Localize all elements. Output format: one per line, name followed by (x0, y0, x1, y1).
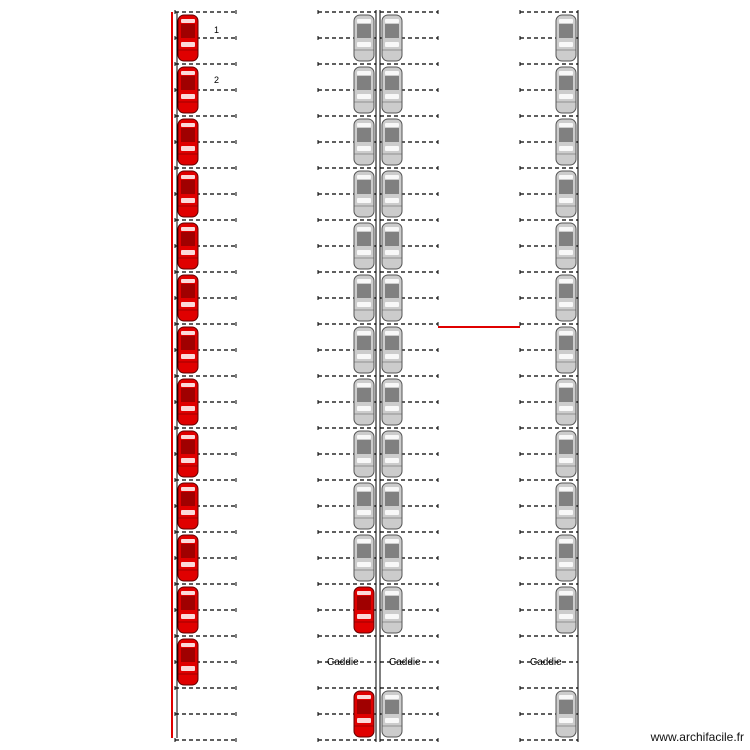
car-windshield (181, 19, 195, 23)
car-rear-window (181, 354, 195, 359)
car-column-c (382, 379, 402, 425)
car-rear-window (181, 666, 195, 671)
car-windshield (559, 331, 573, 335)
car-windshield (357, 591, 371, 595)
car-column-c (382, 327, 402, 373)
car-rear-window (357, 458, 371, 463)
car-roof (559, 128, 573, 142)
car-windshield (559, 487, 573, 491)
car-rear-window (357, 146, 371, 151)
car-rear-window (559, 458, 573, 463)
car-rear-window (357, 250, 371, 255)
car-windshield (559, 383, 573, 387)
car-windshield (385, 123, 399, 127)
space-number-1: 1 (214, 25, 220, 35)
car-column-d (556, 223, 576, 269)
car-rear-window (559, 42, 573, 47)
car-column-b (354, 535, 374, 581)
car-roof (357, 440, 371, 454)
watermark: www.archifacile.fr (650, 730, 744, 744)
car-roof (559, 180, 573, 194)
car-windshield (357, 331, 371, 335)
car-roof (385, 128, 399, 142)
car-rear-window (385, 146, 399, 151)
car-windshield (385, 487, 399, 491)
caddie-label-left: Caddie (327, 657, 359, 668)
car-column-a (178, 431, 198, 477)
car-column-a (178, 535, 198, 581)
car-rear-window (559, 250, 573, 255)
car-rear-window (357, 42, 371, 47)
car-rear-window (181, 562, 195, 567)
car-windshield (181, 175, 195, 179)
car-roof (385, 544, 399, 558)
car-roof (385, 284, 399, 298)
car-column-a (178, 587, 198, 633)
car-roof (357, 336, 371, 350)
car-column-a (178, 327, 198, 373)
car-column-b (354, 119, 374, 165)
car-column-d (556, 587, 576, 633)
car-rear-window (357, 406, 371, 411)
car-rear-window (385, 718, 399, 723)
car-column-c (382, 15, 402, 61)
car-roof (181, 232, 195, 246)
car-windshield (559, 19, 573, 23)
car-windshield (559, 695, 573, 699)
car-windshield (181, 643, 195, 647)
car-windshield (385, 175, 399, 179)
cars (178, 15, 576, 737)
car-column-d (556, 119, 576, 165)
car-roof (385, 180, 399, 194)
space-number-2: 2 (214, 75, 220, 85)
car-roof (181, 336, 195, 350)
car-rear-window (385, 510, 399, 515)
car-roof (181, 76, 195, 90)
car-windshield (357, 279, 371, 283)
car-windshield (181, 487, 195, 491)
car-windshield (181, 227, 195, 231)
car-windshield (385, 331, 399, 335)
car-rear-window (181, 94, 195, 99)
car-windshield (357, 695, 371, 699)
car-windshield (385, 695, 399, 699)
car-column-d (556, 535, 576, 581)
car-roof (357, 180, 371, 194)
car-column-c (382, 171, 402, 217)
car-column-b (354, 67, 374, 113)
car-column-c (382, 119, 402, 165)
car-rear-window (559, 562, 573, 567)
car-windshield (385, 19, 399, 23)
car-roof (385, 336, 399, 350)
car-column-a (178, 275, 198, 321)
car-windshield (357, 227, 371, 231)
car-column-c (382, 587, 402, 633)
car-column-a (178, 379, 198, 425)
car-windshield (559, 71, 573, 75)
car-rear-window (385, 354, 399, 359)
car-roof (357, 284, 371, 298)
car-column-b (354, 327, 374, 373)
car-windshield (385, 71, 399, 75)
car-column-c (382, 275, 402, 321)
car-rear-window (357, 510, 371, 515)
car-roof (385, 700, 399, 714)
car-rear-window (385, 302, 399, 307)
car-windshield (559, 435, 573, 439)
car-windshield (181, 123, 195, 127)
car-rear-window (357, 354, 371, 359)
car-roof (385, 388, 399, 402)
car-windshield (559, 123, 573, 127)
car-column-a (178, 15, 198, 61)
car-windshield (559, 175, 573, 179)
car-roof (559, 24, 573, 38)
car-column-b (354, 483, 374, 529)
car-rear-window (385, 458, 399, 463)
car-rear-window (181, 198, 195, 203)
car-roof (385, 76, 399, 90)
car-roof (559, 700, 573, 714)
car-rear-window (357, 718, 371, 723)
car-roof (181, 24, 195, 38)
car-windshield (357, 71, 371, 75)
car-column-c (382, 535, 402, 581)
car-column-a (178, 119, 198, 165)
car-roof (357, 544, 371, 558)
car-rear-window (559, 510, 573, 515)
car-rear-window (181, 302, 195, 307)
car-roof (559, 492, 573, 506)
car-rear-window (559, 718, 573, 723)
car-column-d (556, 483, 576, 529)
car-roof (181, 128, 195, 142)
car-roof (357, 492, 371, 506)
caddie-label-right: Caddie (530, 657, 562, 668)
car-rear-window (559, 406, 573, 411)
car-windshield (181, 383, 195, 387)
car-column-b (354, 691, 374, 737)
car-column-d (556, 171, 576, 217)
car-windshield (181, 591, 195, 595)
car-roof (385, 440, 399, 454)
car-windshield (357, 487, 371, 491)
car-column-c (382, 431, 402, 477)
car-roof (385, 232, 399, 246)
car-windshield (385, 383, 399, 387)
car-column-b (354, 379, 374, 425)
car-rear-window (559, 198, 573, 203)
car-column-d (556, 379, 576, 425)
car-rear-window (357, 94, 371, 99)
car-column-d (556, 15, 576, 61)
car-windshield (385, 539, 399, 543)
car-windshield (385, 591, 399, 595)
car-column-d (556, 275, 576, 321)
car-rear-window (559, 146, 573, 151)
car-rear-window (357, 614, 371, 619)
car-roof (181, 284, 195, 298)
car-column-a (178, 171, 198, 217)
car-windshield (357, 123, 371, 127)
car-windshield (181, 539, 195, 543)
car-windshield (357, 175, 371, 179)
car-windshield (181, 71, 195, 75)
car-windshield (357, 539, 371, 543)
car-roof (559, 596, 573, 610)
car-column-c (382, 483, 402, 529)
car-roof (357, 128, 371, 142)
car-column-d (556, 67, 576, 113)
car-column-d (556, 431, 576, 477)
car-column-c (382, 691, 402, 737)
car-roof (181, 388, 195, 402)
car-roof (181, 544, 195, 558)
car-column-b (354, 431, 374, 477)
car-rear-window (181, 510, 195, 515)
car-rear-window (385, 94, 399, 99)
car-roof (181, 440, 195, 454)
car-column-c (382, 223, 402, 269)
car-rear-window (385, 614, 399, 619)
car-roof (181, 492, 195, 506)
car-roof (559, 440, 573, 454)
car-windshield (385, 227, 399, 231)
car-rear-window (181, 42, 195, 47)
caddie-label-center: Caddie (389, 657, 421, 668)
car-windshield (357, 435, 371, 439)
car-roof (357, 232, 371, 246)
car-rear-window (385, 42, 399, 47)
car-column-b (354, 15, 374, 61)
car-roof (181, 596, 195, 610)
car-rear-window (181, 614, 195, 619)
car-column-b (354, 587, 374, 633)
car-roof (357, 24, 371, 38)
car-windshield (559, 227, 573, 231)
car-windshield (559, 539, 573, 543)
car-roof (357, 76, 371, 90)
car-roof (559, 284, 573, 298)
car-windshield (385, 279, 399, 283)
car-rear-window (181, 406, 195, 411)
car-column-a (178, 67, 198, 113)
car-roof (181, 648, 195, 662)
car-rear-window (357, 198, 371, 203)
car-rear-window (385, 250, 399, 255)
walls (172, 12, 578, 738)
car-roof (385, 596, 399, 610)
car-column-d (556, 327, 576, 373)
car-rear-window (357, 302, 371, 307)
car-roof (559, 388, 573, 402)
car-column-d (556, 691, 576, 737)
car-roof (559, 336, 573, 350)
car-rear-window (181, 458, 195, 463)
car-windshield (181, 435, 195, 439)
car-roof (357, 596, 371, 610)
car-roof (357, 388, 371, 402)
car-rear-window (357, 562, 371, 567)
car-rear-window (559, 302, 573, 307)
car-roof (357, 700, 371, 714)
car-roof (385, 492, 399, 506)
car-column-a (178, 483, 198, 529)
car-roof (385, 24, 399, 38)
car-rear-window (385, 406, 399, 411)
car-column-a (178, 639, 198, 685)
car-rear-window (385, 562, 399, 567)
car-windshield (385, 435, 399, 439)
car-rear-window (559, 94, 573, 99)
car-rear-window (181, 146, 195, 151)
car-windshield (559, 591, 573, 595)
car-column-c (382, 67, 402, 113)
car-roof (559, 232, 573, 246)
car-windshield (357, 19, 371, 23)
car-windshield (181, 331, 195, 335)
car-windshield (181, 279, 195, 283)
car-rear-window (181, 250, 195, 255)
car-windshield (559, 279, 573, 283)
car-rear-window (559, 354, 573, 359)
car-windshield (357, 383, 371, 387)
car-roof (559, 76, 573, 90)
car-roof (181, 180, 195, 194)
car-column-b (354, 171, 374, 217)
car-column-a (178, 223, 198, 269)
car-rear-window (385, 198, 399, 203)
car-roof (559, 544, 573, 558)
car-rear-window (559, 614, 573, 619)
car-column-b (354, 275, 374, 321)
car-column-b (354, 223, 374, 269)
